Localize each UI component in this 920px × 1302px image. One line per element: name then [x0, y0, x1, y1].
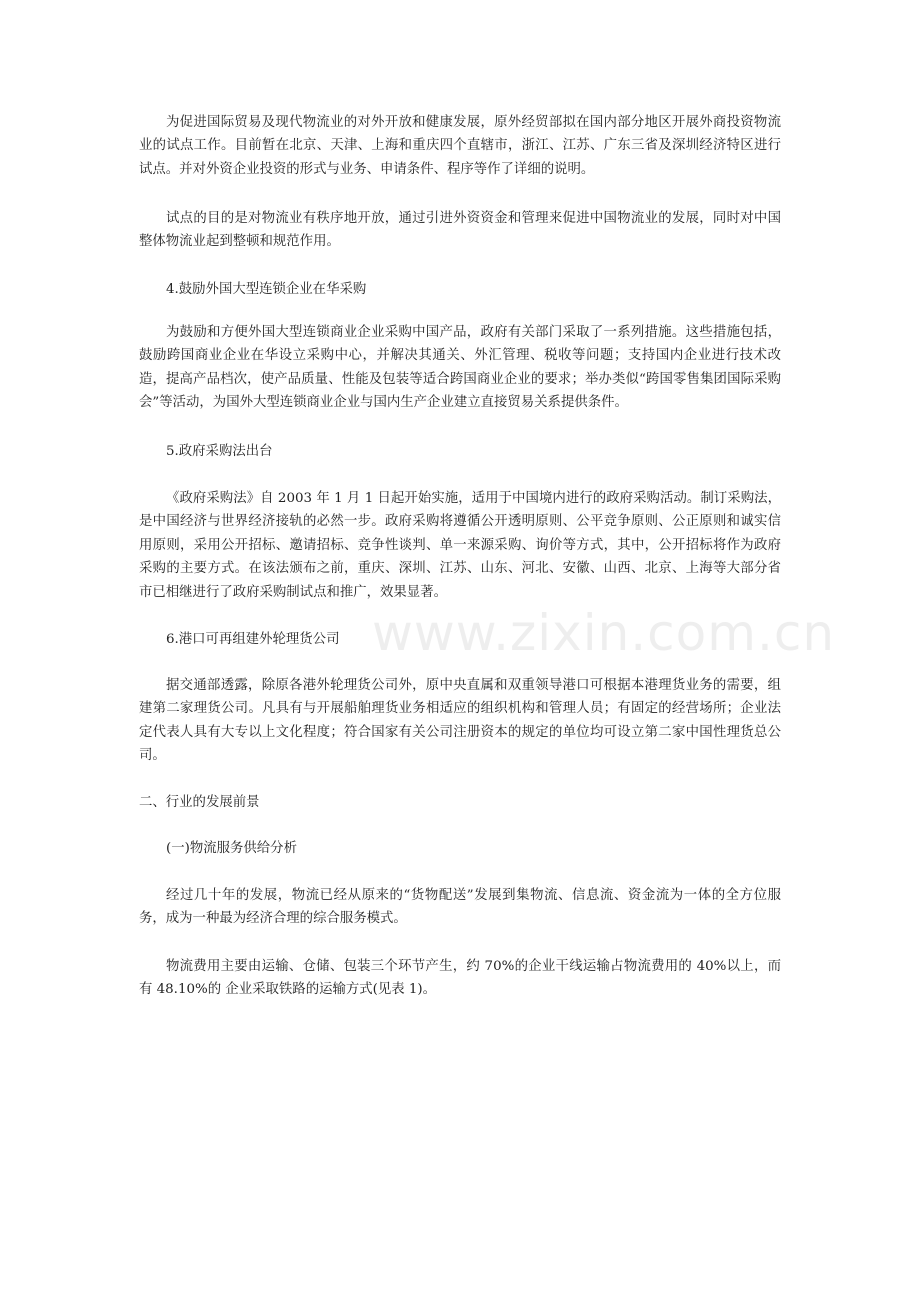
heading-section-6: 6.港口可再组建外轮理货公司 — [166, 632, 340, 647]
paragraph-logistics-development: 经过几十年的发展，物流已经从原来的“货物配送”发展到集物流、信息流、资金流为一体的全方位服务，成为一种最为经济合理的综合服务模式。 — [139, 888, 781, 927]
paragraph-foreign-logistics-pilot: 为促进国际贸易及现代物流业的对外开放和健康发展，原外经贸部拟在国内部分地区开展外商投资物流业的试点工作。目前暂在北京、天津、上海和重庆四个直辖市，浙江、江苏、广东三省及深圳经济特区进行试点。并对外资企业投资的形式与业务、申请条件、程序等作了详细的说明。 — [139, 115, 781, 177]
paragraph-procurement-law: 《政府采购法》自 2003 年 1 月 1 日起开始实施，适用于中国境内进行的政府采购活动。制订采购法，是中国经济与世界经济接轨的必然一步。政府采购将遵循公开透明原则、公平竞争原则、公正原则和诚实信用原则，采用公开招标、邀请招标、竞争性谈判、单一来源采购、询价等方式，其中，公开招标将作为政府采购的主要方式。在该法颁布之前，重庆、深圳、江苏、山东、河北、安徽、山西、北京、上海等大部分省市已相继进行了政府采购制试点和推广，效果显著。 — [139, 491, 781, 600]
heading-industry-outlook: 二、行业的发展前景 — [139, 795, 260, 810]
heading-supply-analysis: (一)物流服务供给分析 — [166, 841, 297, 856]
paragraph-chain-procurement: 为鼓励和方便外国大型连锁商业企业采购中国产品，政府有关部门采取了一系列措施。这些措施包括，鼓励跨国商业企业在华设立采购中心，并解决其通关、外汇管理、税收等问题；支持国内企业进行技术改造，提高产品档次，使产品质量、性能及包装等适合跨国商业企业的要求；举办类似“跨国零售集团国际采购会”等活动，为国外大型连锁商业企业与国内生产企业建立直接贸易关系提供条件。 — [139, 325, 781, 411]
heading-section-4: 4.鼓励外国大型连锁企业在华采购 — [166, 282, 367, 297]
paragraph-logistics-costs: 物流费用主要由运输、仓储、包装三个环节产生，约 70%的企业干线运输占物流费用的 40%以上，而有 48.10%的 企业采取铁路的运输方式(见表 1)。 — [139, 959, 781, 998]
paragraph-pilot-purpose: 试点的目的是对物流业有秩序地开放，通过引进外资资金和管理来促进中国物流业的发展，同时对中国整体物流业起到整顿和规范作用。 — [139, 211, 781, 250]
paragraph-tally-company: 据交通部透露，除原各港外轮理货公司外，原中央直属和双重领导港口可根据本港理货业务的需要，组建第二家理货公司。凡具有与开展船舶理货业务相适应的组织机构和管理人员；有固定的经营场所；企业法定代表人具有大专以上文化程度；符合国家有关公司注册资本的规定的单位均可设立第二家中国性理货总公司。 — [139, 678, 781, 764]
heading-section-5: 5.政府采购法出台 — [166, 444, 273, 459]
watermark: www.zixin.com.cn — [372, 604, 836, 662]
